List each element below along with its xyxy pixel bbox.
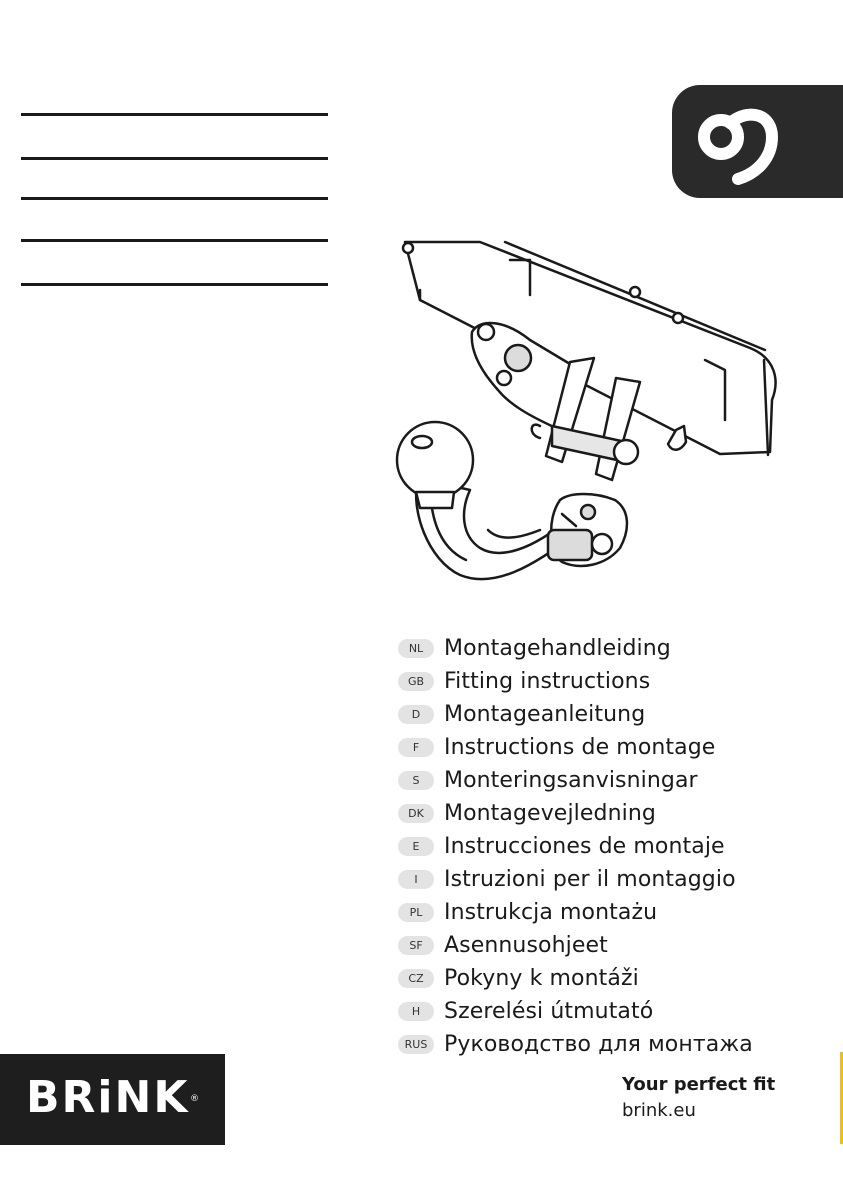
language-item-f [398,731,753,764]
language-title: Monteringsanvisningar [444,768,698,793]
language-code: CZ [398,969,434,988]
brink-logo [0,1054,225,1145]
language-item-h [398,995,753,1028]
language-title: Руководство для монтажа [444,1032,753,1057]
language-item-cz [398,962,753,995]
towbar-illustration [380,230,843,600]
brand-tagline: Your perfect fit [622,1074,776,1095]
brand-website: brink.eu [622,1100,696,1121]
language-title: Pokyny k montáži [444,966,639,991]
language-code: NL [398,639,434,658]
registered-mark: ® [190,1094,199,1104]
language-list [398,632,753,1061]
language-title: Fitting instructions [444,669,651,694]
language-title: Montageanleitung [444,702,646,727]
language-code: F [398,738,434,757]
language-item-e [398,830,753,863]
language-title: Szerelési útmutató [444,999,654,1024]
language-code: S [398,771,434,790]
language-item-gb [398,665,753,698]
language-title: Instrucciones de montaje [444,834,725,859]
language-item-s [398,764,753,797]
detachable-towbar-icon [672,85,843,198]
language-title: Instructions de montage [444,735,716,760]
language-title: Montagehandleiding [444,636,671,661]
language-item-pl [398,896,753,929]
language-item-rus [398,1028,753,1061]
form-rule [21,157,328,160]
language-code: PL [398,903,434,922]
language-code: H [398,1002,434,1021]
language-item-i [398,863,753,896]
language-title: Instrukcja montażu [444,900,658,925]
language-code: I [398,870,434,889]
language-title: Asennusohjeet [444,933,608,958]
language-item-dk [398,797,753,830]
language-code: E [398,837,434,856]
form-rule [21,283,328,286]
language-item-d [398,698,753,731]
product-type-badge [672,85,843,198]
logo-wordmark: BRiNK [26,1072,190,1123]
language-code: GB [398,672,434,691]
language-title: Istruzioni per il montaggio [444,867,736,892]
language-code: SF [398,936,434,955]
language-code: RUS [398,1035,434,1054]
language-item-nl [398,632,753,665]
form-rule [21,239,328,242]
form-rule [21,113,328,116]
language-item-sf [398,929,753,962]
language-code: D [398,705,434,724]
language-title: Montagevejledning [444,801,656,826]
language-code: DK [398,804,434,823]
form-rule [21,197,328,200]
